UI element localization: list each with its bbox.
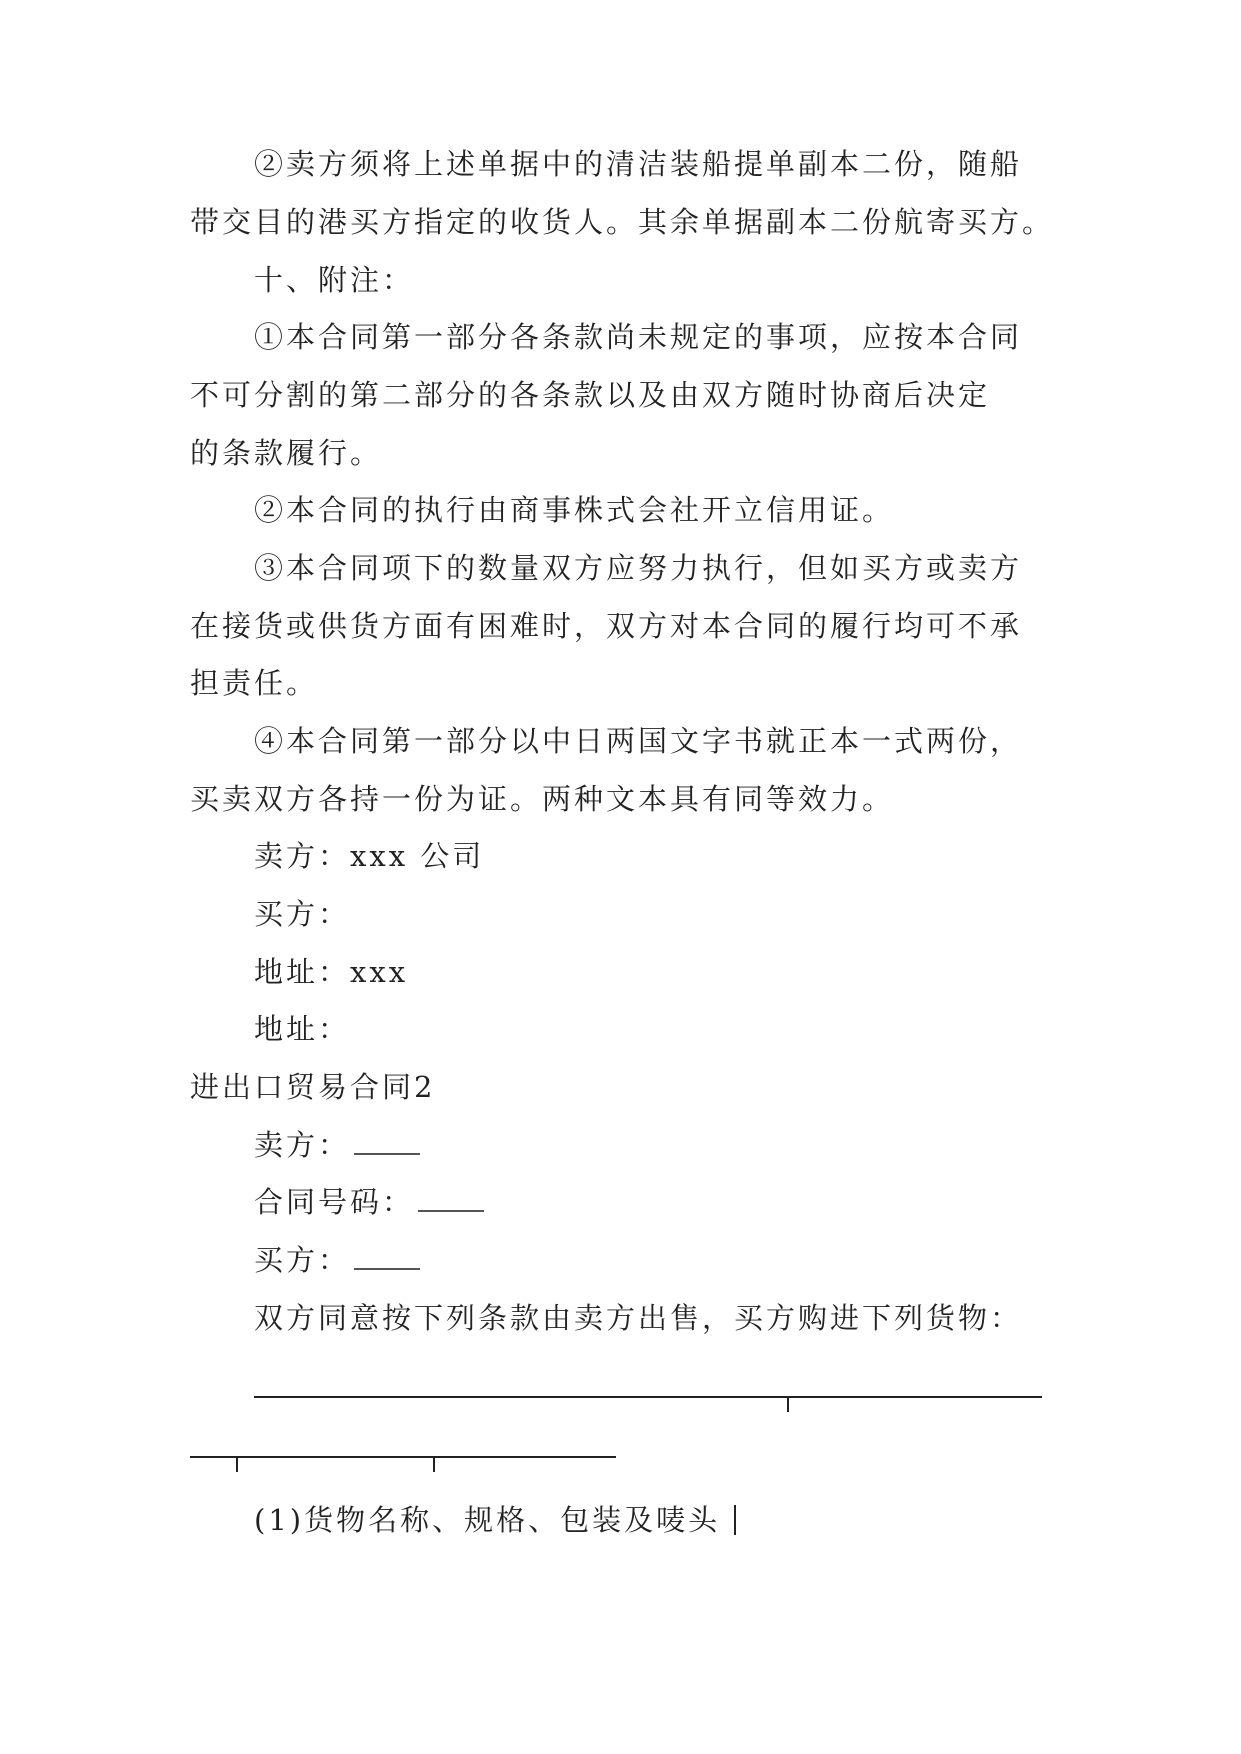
paragraph-line: ③本合同项下的数量双方应努力执行，但如买方或卖方 xyxy=(254,551,1023,585)
paragraph-line: 带交目的港买方指定的收货人。其余单据副本二份航寄买方。 xyxy=(190,205,1055,239)
table-column-divider xyxy=(433,1456,435,1472)
paragraph-line: 不可分割的第二部分的各条款以及由双方随时协商后决定 xyxy=(190,378,991,412)
seller-label: 卖方： xyxy=(254,1128,351,1162)
seller-line: 卖方：xxx 公司 xyxy=(254,839,485,873)
seller-blank xyxy=(354,1149,420,1155)
table-header-cell xyxy=(254,1500,736,1540)
table-column-divider xyxy=(236,1456,238,1472)
goods-header: (1)货物名称、规格、包装及唛头 xyxy=(254,1503,721,1537)
paragraph-line: ①本合同第一部分各条款尚未规定的事项，应按本合同 xyxy=(254,320,1023,354)
paragraph-line: 在接货或供货方面有困难时，双方对本合同的履行均可不承 xyxy=(190,609,1023,643)
buyer-label: 买方： xyxy=(254,1243,351,1277)
seller-field xyxy=(254,1125,420,1165)
table-border-second xyxy=(190,1456,616,1458)
paragraph-line: 买卖双方各持一份为证。两种文本具有同等效力。 xyxy=(190,782,895,816)
contract-number-label: 合同号码： xyxy=(254,1185,415,1219)
table-border-top xyxy=(254,1396,1042,1398)
contract-number-field xyxy=(254,1182,484,1222)
agreement-line: 双方同意按下列条款由卖方出售，买方购进下列货物： xyxy=(254,1301,1023,1335)
table-column-divider xyxy=(787,1396,789,1412)
paragraph-line: 担责任。 xyxy=(190,666,319,700)
paragraph-line: ④本合同第一部分以中日两国文字书就正本一式两份， xyxy=(254,724,1023,758)
address-line: 地址： xyxy=(254,1012,351,1046)
paragraph-line: 的条款履行。 xyxy=(190,436,383,470)
buyer-blank xyxy=(354,1264,420,1270)
paragraph-line: ②卖方须将上述单据中的清洁装船提单副本二份，随船 xyxy=(254,147,1023,181)
address-line: 地址：xxx xyxy=(254,955,409,989)
contract-number-blank xyxy=(418,1206,484,1212)
table-cell-border xyxy=(734,1505,736,1535)
section-heading: 十、附注： xyxy=(254,263,415,297)
paragraph-line: ②本合同的执行由商事株式会社开立信用证。 xyxy=(254,493,895,527)
contract-title: 进出口贸易合同2 xyxy=(190,1070,436,1104)
buyer-field xyxy=(254,1240,420,1280)
buyer-line: 买方： xyxy=(254,897,351,931)
